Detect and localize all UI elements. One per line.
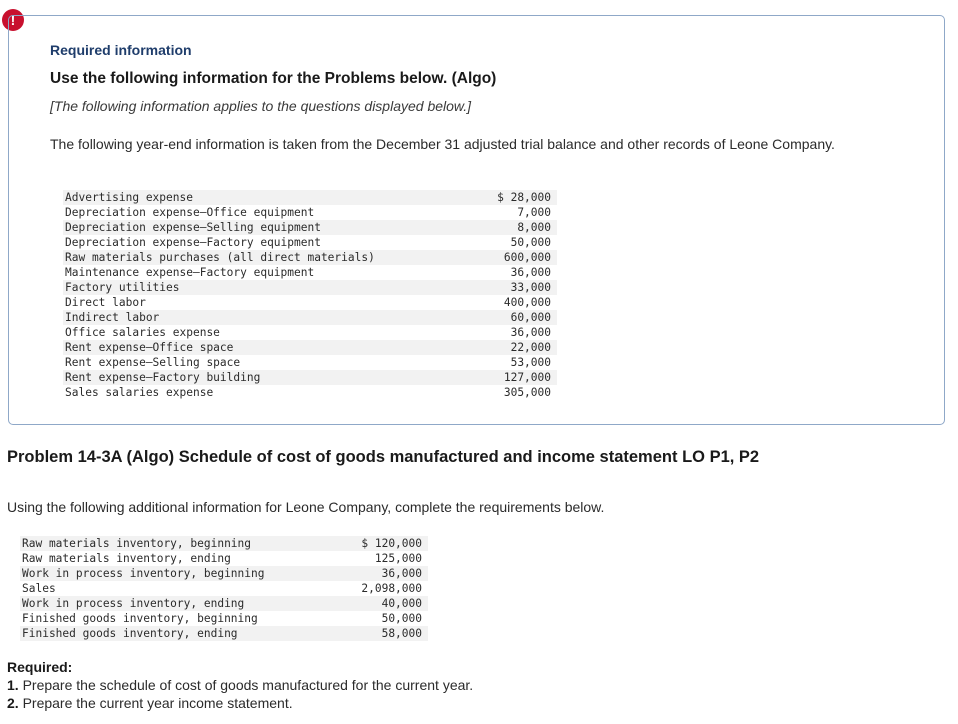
required-label: Required: bbox=[7, 659, 73, 675]
row-label: Rent expense—Factory building bbox=[63, 370, 481, 385]
row-label: Rent expense—Selling space bbox=[65, 356, 241, 369]
requirement-number: 2. bbox=[7, 695, 19, 711]
row-value: 125,000 bbox=[374, 552, 422, 565]
table-row bbox=[63, 280, 557, 295]
table-row bbox=[63, 355, 557, 370]
row-value: 33,000 bbox=[481, 280, 557, 295]
table-row bbox=[20, 551, 428, 566]
row-label: Raw materials inventory, ending bbox=[22, 552, 231, 565]
using-text: Using the following additional information for Leone Company, complete the requirements below. bbox=[7, 499, 605, 515]
table-row bbox=[20, 536, 428, 551]
row-label: Work in process inventory, beginning bbox=[20, 566, 350, 581]
row-value: 36,000 bbox=[350, 566, 428, 581]
row-value: 2,098,000 bbox=[361, 582, 422, 595]
use-following-title: Use the following information for the Problems below. (Algo) bbox=[50, 70, 497, 87]
table-row bbox=[63, 370, 557, 385]
row-value: 36,000 bbox=[510, 266, 551, 279]
row-label: Work in process inventory, ending bbox=[20, 596, 350, 611]
table-row bbox=[63, 295, 557, 310]
table-row bbox=[63, 250, 557, 265]
required-information-title: Required information bbox=[50, 42, 192, 58]
trial-balance-table bbox=[63, 190, 557, 400]
row-label: Depreciation expense—Factory equipment bbox=[65, 236, 321, 249]
row-value: 8,000 bbox=[481, 220, 557, 235]
row-label: Finished goods inventory, ending bbox=[20, 626, 350, 641]
problem-title: Problem 14-3A (Algo) Schedule of cost of goods manufactured and income statement LO P1, P2 bbox=[7, 448, 760, 466]
requirement-1 bbox=[7, 677, 473, 693]
row-label: Indirect labor bbox=[63, 310, 481, 325]
row-label: Depreciation expense—Selling equipment bbox=[63, 220, 481, 235]
requirement-2 bbox=[7, 695, 293, 711]
row-value: 400,000 bbox=[503, 296, 551, 309]
row-value: $ 28,000 bbox=[481, 190, 557, 205]
table-row bbox=[63, 310, 557, 325]
row-label: Office salaries expense bbox=[65, 326, 220, 339]
requirement-text: Prepare the schedule of cost of goods manufactured for the current year. bbox=[22, 677, 474, 693]
row-label: Direct labor bbox=[65, 296, 146, 309]
table-row bbox=[20, 581, 428, 596]
row-value: 127,000 bbox=[481, 370, 557, 385]
row-value: 50,000 bbox=[510, 236, 551, 249]
alert-icon: ! bbox=[2, 9, 24, 31]
row-value: 60,000 bbox=[481, 310, 557, 325]
row-value: 58,000 bbox=[350, 626, 428, 641]
row-value: 50,000 bbox=[381, 612, 422, 625]
row-label: Advertising expense bbox=[63, 190, 481, 205]
intro-text: The following year-end information is taken from the December 31 adjusted trial balance and other records of Leone Company. bbox=[50, 136, 835, 152]
table-row bbox=[20, 596, 428, 611]
requirement-text: Prepare the current year income statement. bbox=[22, 695, 293, 711]
row-value: 22,000 bbox=[481, 340, 557, 355]
table-row bbox=[63, 385, 557, 400]
additional-info-table bbox=[20, 536, 428, 641]
row-value: 53,000 bbox=[510, 356, 551, 369]
table-row bbox=[63, 205, 557, 220]
row-label: Finished goods inventory, beginning bbox=[22, 612, 258, 625]
table-row bbox=[20, 611, 428, 626]
table-row bbox=[63, 325, 557, 340]
row-label: Raw materials inventory, beginning bbox=[20, 536, 350, 551]
row-value: 305,000 bbox=[503, 386, 551, 399]
table-row bbox=[63, 220, 557, 235]
row-label: Depreciation expense—Office equipment bbox=[65, 206, 315, 219]
row-value: 36,000 bbox=[510, 326, 551, 339]
requirement-number: 1. bbox=[7, 677, 19, 693]
table-row bbox=[63, 190, 557, 205]
row-value: 7,000 bbox=[517, 206, 551, 219]
row-label: Raw materials purchases (all direct materials) bbox=[63, 250, 481, 265]
table-row bbox=[20, 566, 428, 581]
row-value: 40,000 bbox=[350, 596, 428, 611]
table-row bbox=[63, 265, 557, 280]
applies-note: [The following information applies to the questions displayed below.] bbox=[50, 98, 472, 114]
row-label: Factory utilities bbox=[63, 280, 481, 295]
row-value: 600,000 bbox=[481, 250, 557, 265]
row-label: Rent expense—Office space bbox=[63, 340, 481, 355]
table-row bbox=[63, 340, 557, 355]
row-label: Maintenance expense—Factory equipment bbox=[65, 266, 315, 279]
row-value: $ 120,000 bbox=[350, 536, 428, 551]
row-label: Sales bbox=[22, 582, 56, 595]
table-row bbox=[63, 235, 557, 250]
row-label: Sales salaries expense bbox=[65, 386, 214, 399]
table-row bbox=[20, 626, 428, 641]
